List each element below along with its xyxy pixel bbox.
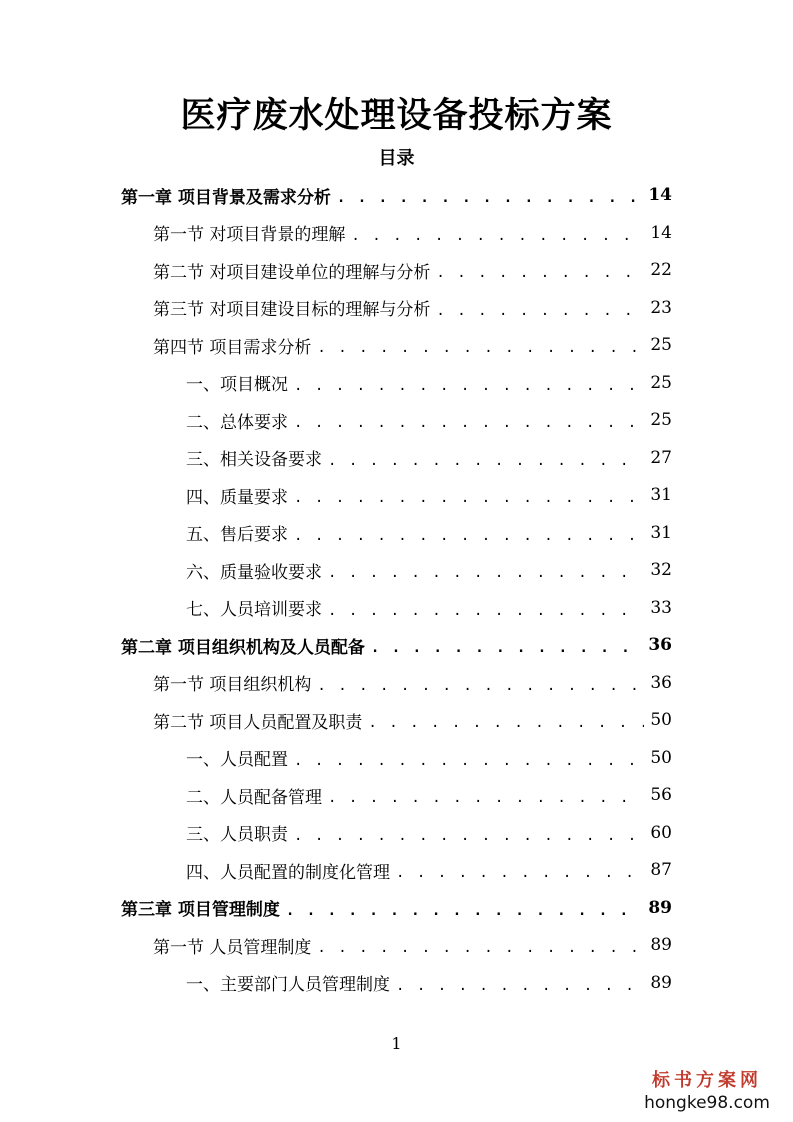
toc-leader-dots [294,753,644,769]
toc-entry-title: 第二节 项目人员配置及职责 [153,712,363,733]
toc-entry[interactable] [186,781,672,809]
toc-entry[interactable] [186,969,672,997]
toc-leader-dots [328,565,644,581]
toc-leader-dots [351,228,644,244]
toc-entry-title: 六、质量验收要求 [186,562,322,583]
toc-entry-title: 三、人员职责 [186,825,288,845]
toc-entry[interactable] [121,631,672,659]
toc-entry-title: 七、人员培训要求 [186,600,322,620]
toc-entry-page: 32 [650,560,672,580]
toc-entry-page: 87 [650,860,672,880]
toc-entry[interactable] [186,406,672,434]
toc-leader-dots [294,828,644,844]
toc-entry[interactable] [153,294,672,322]
toc-entry-title: 四、人员配置的制度化管理 [186,862,390,883]
toc-entry-title: 第一节 项目组织机构 [153,675,312,695]
toc-entry[interactable] [186,819,672,847]
toc-leader-dots [328,603,644,619]
toc-entry-page: 31 [650,522,672,543]
toc-entry-title: 第四节 项目需求分析 [153,337,312,358]
toc-entry-page: 36 [648,635,672,655]
toc-entry-page: 89 [650,935,672,955]
toc-entry-title: 一、项目概况 [186,375,288,395]
toc-entry[interactable] [186,556,672,584]
toc-leader-dots [396,978,644,994]
toc-leader-dots [368,715,644,731]
toc-entry-page: 36 [650,672,672,693]
toc-entry[interactable] [186,744,672,772]
toc-entry-page: 31 [650,485,672,505]
toc-entry[interactable] [153,256,672,284]
toc-entry-page: 27 [650,447,672,468]
toc-leader-dots [436,303,644,319]
toc-entry-title: 三、相关设备要求 [186,450,322,470]
toc-entry-title: 第一节 人员管理制度 [153,937,312,958]
toc-entry[interactable] [153,669,672,697]
toc-leader-dots [294,415,644,431]
toc-entry[interactable] [121,181,672,209]
toc-entry-title: 第三节 对项目建设目标的理解与分析 [153,300,431,320]
toc-leader-dots [328,453,644,469]
toc-entry[interactable] [186,444,672,472]
toc-leader-dots [436,265,644,281]
toc-entry-title: 第二章 项目组织机构及人员配备 [121,637,365,658]
toc-entry-page: 14 [648,185,672,205]
toc-entry-title: 二、总体要求 [186,412,288,433]
toc-entry[interactable] [186,369,672,397]
toc-entry[interactable] [186,856,672,884]
toc-leader-dots [317,678,644,694]
toc-entry[interactable] [153,706,672,734]
watermark-brand: 标书方案网 [652,1070,762,1091]
toc-entry-title: 二、人员配备管理 [186,787,322,808]
toc-entry-page: 23 [650,297,672,318]
toc-entry-page: 50 [650,710,672,730]
toc-entry-title: 五、售后要求 [186,525,288,545]
toc-entry-page: 89 [648,897,672,918]
toc-entry[interactable] [186,481,672,509]
toc-entry-title: 第三章 项目管理制度 [121,900,280,920]
toc-heading: 目录 [378,148,415,169]
toc-entry-title: 一、主要部门人员管理制度 [186,975,390,995]
toc-entry[interactable] [121,894,672,922]
toc-entry-page: 25 [650,335,672,355]
toc-entry-page: 22 [650,260,672,280]
toc-leader-dots [286,903,642,919]
toc-entry[interactable] [153,219,672,247]
toc-entry-page: 50 [650,747,672,768]
toc-entry[interactable] [153,931,672,959]
toc-entry[interactable] [153,331,672,359]
toc-entry[interactable] [186,519,672,547]
toc-entry-page: 56 [650,785,672,805]
toc-entry-title: 第一节 对项目背景的理解 [153,225,346,245]
toc-entry-page: 60 [650,822,672,843]
toc-entry-title: 第一章 项目背景及需求分析 [121,187,331,208]
toc-leader-dots [294,490,644,506]
toc-leader-dots [294,378,644,394]
toc-entry-title: 一、人员配置 [186,750,288,770]
toc-entry-page: 14 [650,222,672,243]
toc-leader-dots [317,340,644,356]
watermark-url: hongke98.com [644,1093,770,1113]
toc-leader-dots [337,190,642,206]
toc-leader-dots [371,640,642,656]
toc-leader-dots [294,528,644,544]
toc-leader-dots [328,790,644,806]
toc-entry-title: 四、质量要求 [186,487,288,508]
toc-entry-page: 25 [650,372,672,393]
toc-entry-page: 89 [650,972,672,993]
page-number: 1 [391,1034,402,1053]
toc-leader-dots [317,940,644,956]
document-title: 医疗废水处理设备投标方案 [180,95,613,136]
toc-entry-title: 第二节 对项目建设单位的理解与分析 [153,262,431,283]
watermark [637,1070,777,1114]
toc-entry[interactable] [186,594,672,622]
toc-entry-page: 25 [650,410,672,430]
toc-entry-page: 33 [650,597,672,618]
toc-leader-dots [396,865,644,881]
